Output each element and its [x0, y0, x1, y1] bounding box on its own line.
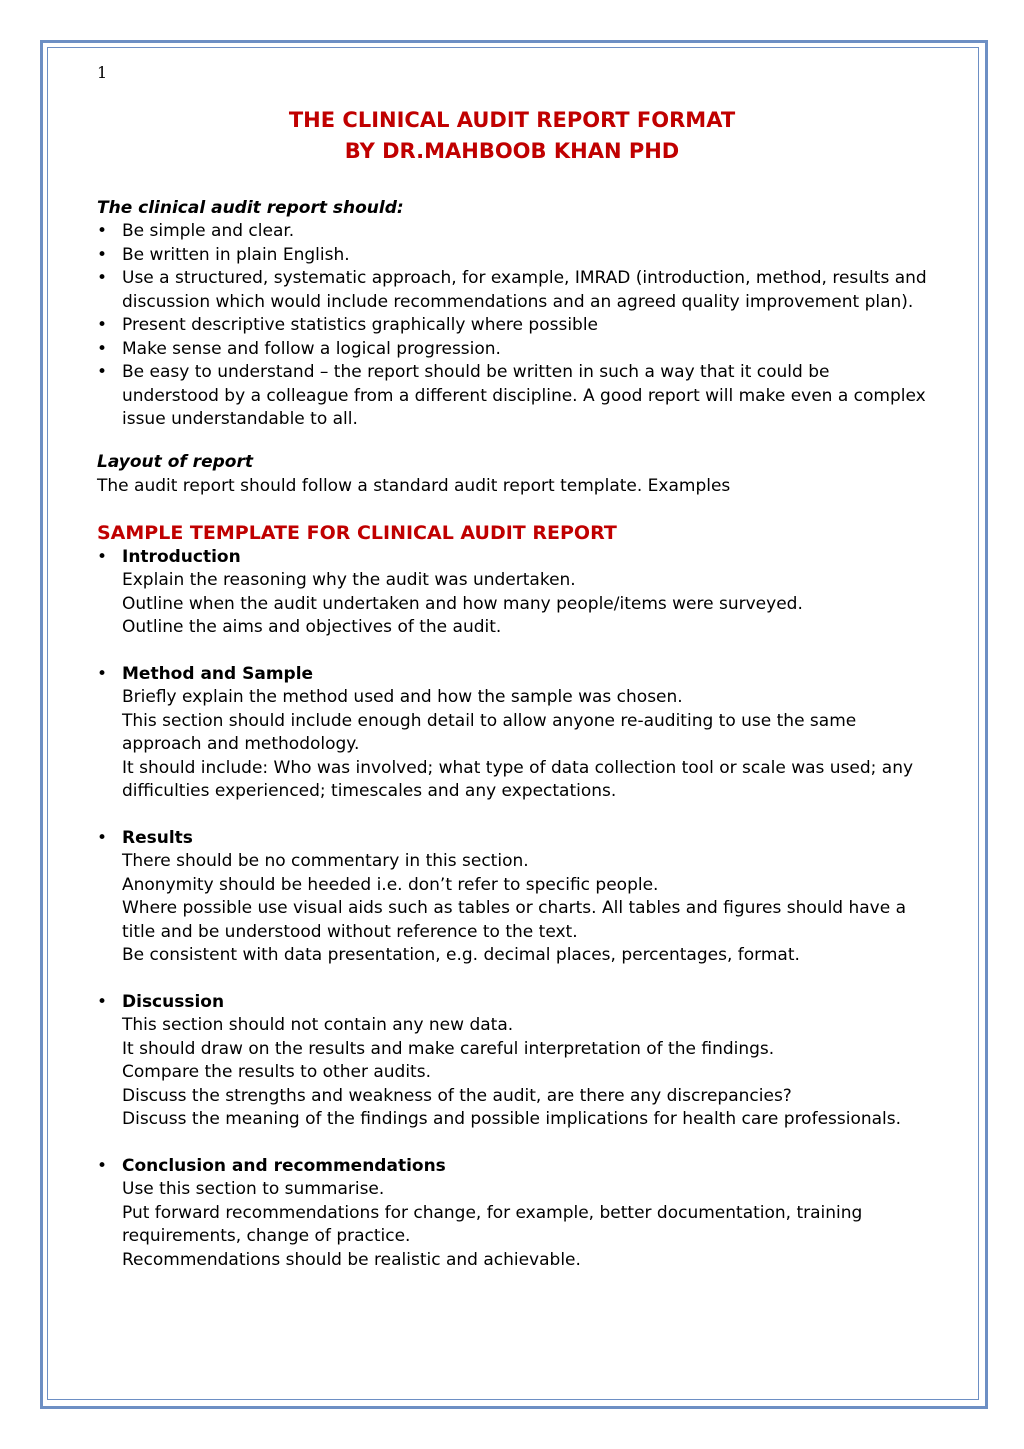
- section-line: Anonymity should be heeded i.e. don’t refer to specific people.: [122, 874, 659, 895]
- title-line-1: THE CLINICAL AUDIT REPORT FORMAT: [288, 108, 736, 132]
- bullet-icon: •: [97, 663, 108, 684]
- page-number: 1: [97, 63, 108, 82]
- list-item: [97, 267, 927, 314]
- document-title: [97, 105, 927, 167]
- section-line: Put forward recommendations for change, for example, better documentation, training requirements, change of practice.: [122, 1202, 863, 1246]
- list-item-text: Be simple and clear.: [122, 221, 295, 241]
- layout-text: The audit report should follow a standard audit report template. Examples: [97, 475, 731, 496]
- section-title: Conclusion and recommendations: [122, 1155, 446, 1176]
- section-line: Discuss the strengths and weakness of the audit, are there any discrepancies?: [122, 1085, 792, 1106]
- list-item: [97, 220, 927, 244]
- bullet-icon: •: [97, 546, 108, 567]
- bullet-icon: •: [97, 315, 108, 335]
- intro-heading: The clinical audit report should:: [97, 198, 404, 218]
- template-section-introduction: [97, 546, 927, 640]
- intro-bullet-list: [97, 220, 927, 432]
- list-item: [97, 244, 927, 268]
- section-line: It should draw on the results and make careful interpretation of the findings.: [122, 1038, 775, 1059]
- document-page: [97, 62, 927, 1295]
- section-line: It should include: Who was involved; what type of data collection tool or scale was used; any difficulties experienced; timescales and any expectations.: [122, 757, 914, 801]
- section-line: Outline the aims and objectives of the audit.: [122, 617, 502, 637]
- template-section-list: [97, 546, 927, 1273]
- section-line: There should be no commentary in this section.: [122, 851, 529, 871]
- section-line: This section should not contain any new data.: [122, 1015, 514, 1035]
- section-line: Outline when the audit undertaken and how many people/items were surveyed.: [122, 593, 803, 614]
- bullet-icon: •: [97, 244, 108, 265]
- list-item-text: Be written in plain English.: [122, 244, 350, 265]
- bullet-icon: •: [97, 827, 108, 848]
- template-section-method: [97, 663, 927, 804]
- section-title: Introduction: [122, 546, 241, 567]
- section-line: Compare the results to other audits.: [122, 1062, 431, 1082]
- section-line: Use this section to summarise.: [122, 1179, 385, 1199]
- section-line: Explain the reasoning why the audit was undertaken.: [122, 570, 576, 590]
- section-line: Where possible use visual aids such as tables or charts. All tables and figures should have a title and be understood without reference to the text.: [122, 898, 907, 942]
- section-line: Discuss the meaning of the findings and possible implications for health care professionals.: [122, 1109, 902, 1129]
- list-item: [97, 338, 927, 362]
- list-item-text: Use a structured, systematic approach, for example, IMRAD (introduction, method, results and discussion which would include recommendations and an agreed quality improvement plan).: [122, 268, 927, 312]
- template-section-discussion: [97, 991, 927, 1132]
- template-section-results: [97, 827, 927, 968]
- bullet-icon: •: [97, 221, 108, 241]
- layout-heading: Layout of report: [97, 451, 253, 472]
- bullet-icon: •: [97, 338, 108, 359]
- section-line: Briefly explain the method used and how the sample was chosen.: [122, 687, 683, 707]
- sample-template-heading: SAMPLE TEMPLATE FOR CLINICAL AUDIT REPORT: [97, 521, 617, 544]
- list-item: [97, 314, 927, 338]
- list-item-text: Make sense and follow a logical progression.: [122, 338, 501, 359]
- section-line: Be consistent with data presentation, e.g. decimal places, percentages, format.: [122, 945, 800, 965]
- list-item-text: Be easy to understand – the report should be written in such a way that it could be understood by a colleague from a different discipline. A good report will make even a complex issue understandable to all.: [122, 362, 926, 429]
- section-title: Method and Sample: [122, 663, 314, 684]
- list-item-text: Present descriptive statistics graphically where possible: [122, 315, 599, 335]
- title-line-2: BY DR.MAHBOOB KHAN PHD: [344, 139, 680, 163]
- bullet-icon: •: [97, 268, 108, 288]
- bullet-icon: •: [97, 1155, 108, 1176]
- section-line: Recommendations should be realistic and achievable.: [122, 1249, 581, 1270]
- list-item: [97, 361, 927, 432]
- section-line: This section should include enough detail to allow anyone re-auditing to use the same approach and methodology.: [122, 710, 857, 754]
- template-section-conclusion: [97, 1155, 927, 1273]
- bullet-icon: •: [97, 991, 108, 1012]
- bullet-icon: •: [97, 362, 108, 382]
- section-title: Results: [122, 827, 193, 848]
- section-title: Discussion: [122, 991, 225, 1012]
